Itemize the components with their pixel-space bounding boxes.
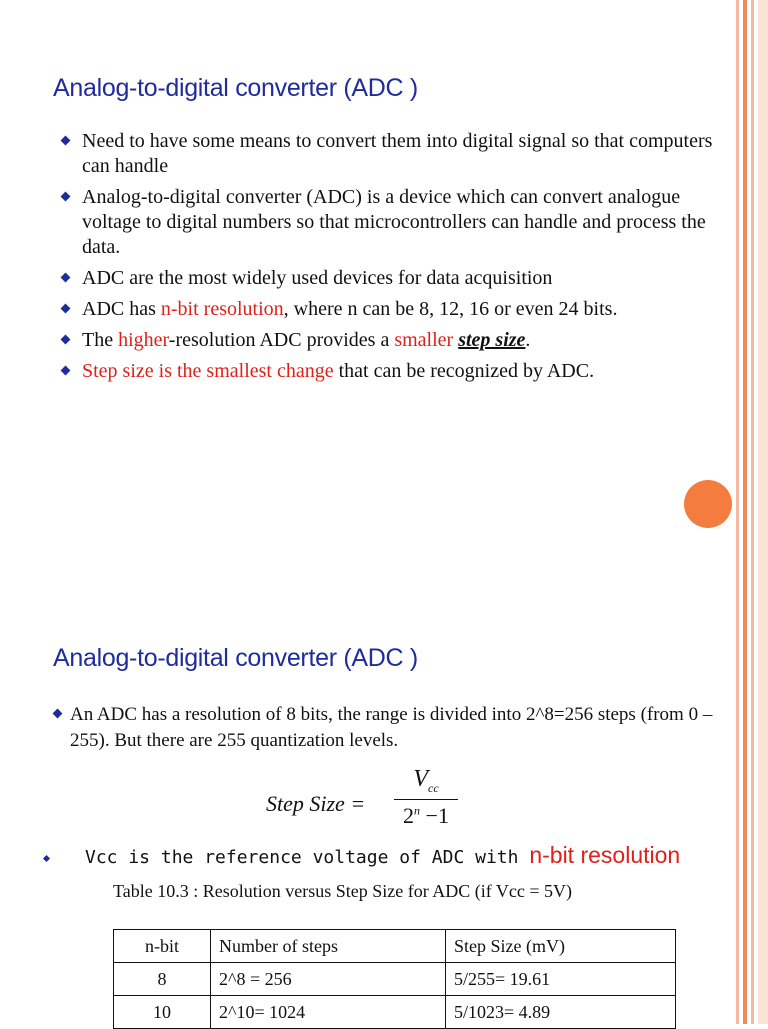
bullet-list <box>52 129 722 390</box>
table-cell: 5/255= 19.61 <box>446 963 676 996</box>
bullet-item: Analog-to-digital converter (ADC) is a device which can convert analogue voltage to digital numbers so that microcontrollers can handle and process the data. <box>52 185 722 260</box>
diamond-bullet-icon <box>61 192 71 202</box>
decor-circle <box>684 480 732 528</box>
decor-stripe <box>751 604 754 1024</box>
bullet-item: Need to have some means to convert them into digital signal so that computers can handle <box>52 129 722 179</box>
diamond-bullet-icon <box>53 709 63 719</box>
fraction-bar <box>394 799 458 800</box>
bullet-item: The higher-resolution ADC provides a smaller step size. <box>52 328 722 353</box>
table-header-cell: Number of steps <box>211 930 446 963</box>
bullet-item: ADC has n-bit resolution, where n can be 8, 12, 16 or even 24 bits. <box>52 297 722 322</box>
table-cell: 8 <box>114 963 211 996</box>
bullet-item: ADC are the most widely used devices for data acquisition <box>52 266 722 291</box>
formula-numerator: $V_{cc}$ <box>413 766 439 795</box>
table-cell: 10 <box>114 996 211 1029</box>
diamond-bullet-icon <box>43 854 50 861</box>
diamond-bullet-icon <box>61 304 71 314</box>
diamond-bullet-icon <box>61 366 71 376</box>
decor-stripe <box>743 0 747 604</box>
resolution-table <box>113 929 676 1029</box>
vcc-note: Vcc is the reference voltage of ADC with n-bit resolution <box>44 842 680 869</box>
decor-stripe <box>736 0 739 604</box>
table-header-cell: Step Size (mV) <box>446 930 676 963</box>
table-cell: 2^8 = 256 <box>211 963 446 996</box>
decor-stripe <box>751 0 754 604</box>
diamond-bullet-icon <box>61 335 71 345</box>
bullet-list <box>44 702 724 760</box>
decor-stripe <box>758 0 768 604</box>
table-row <box>114 963 676 996</box>
formula-fraction <box>394 766 458 829</box>
bullet-item: Step size is the smallest change that can be recognized by ADC. <box>52 359 722 384</box>
diamond-bullet-icon <box>61 136 71 146</box>
table-header-cell: n-bit <box>114 930 211 963</box>
table-header-row <box>114 930 676 963</box>
decor-stripe <box>736 604 739 1024</box>
formula-lhs: Step Size = <box>266 791 366 816</box>
diamond-bullet-icon <box>61 273 71 283</box>
slide-title: Analog-to-digital converter (ADC ) <box>53 74 418 102</box>
table-cell: 5/1023= 4.89 <box>446 996 676 1029</box>
bullet-item: An ADC has a resolution of 8 bits, the range is divided into 2^8=256 steps (from 0 – 255). But there are 255 quantization levels. <box>44 702 724 754</box>
formula-denominator: $2^n -1$ <box>403 802 449 828</box>
slide-title: Analog-to-digital converter (ADC ) <box>53 644 418 672</box>
slide-2 <box>0 604 768 1024</box>
table-cell: 2^10= 1024 <box>211 996 446 1029</box>
decor-stripe <box>758 604 768 1024</box>
table-caption: Table 10.3 : Resolution versus Step Size for ADC (if Vcc = 5V) <box>113 881 572 901</box>
decor-stripe <box>743 604 747 1024</box>
